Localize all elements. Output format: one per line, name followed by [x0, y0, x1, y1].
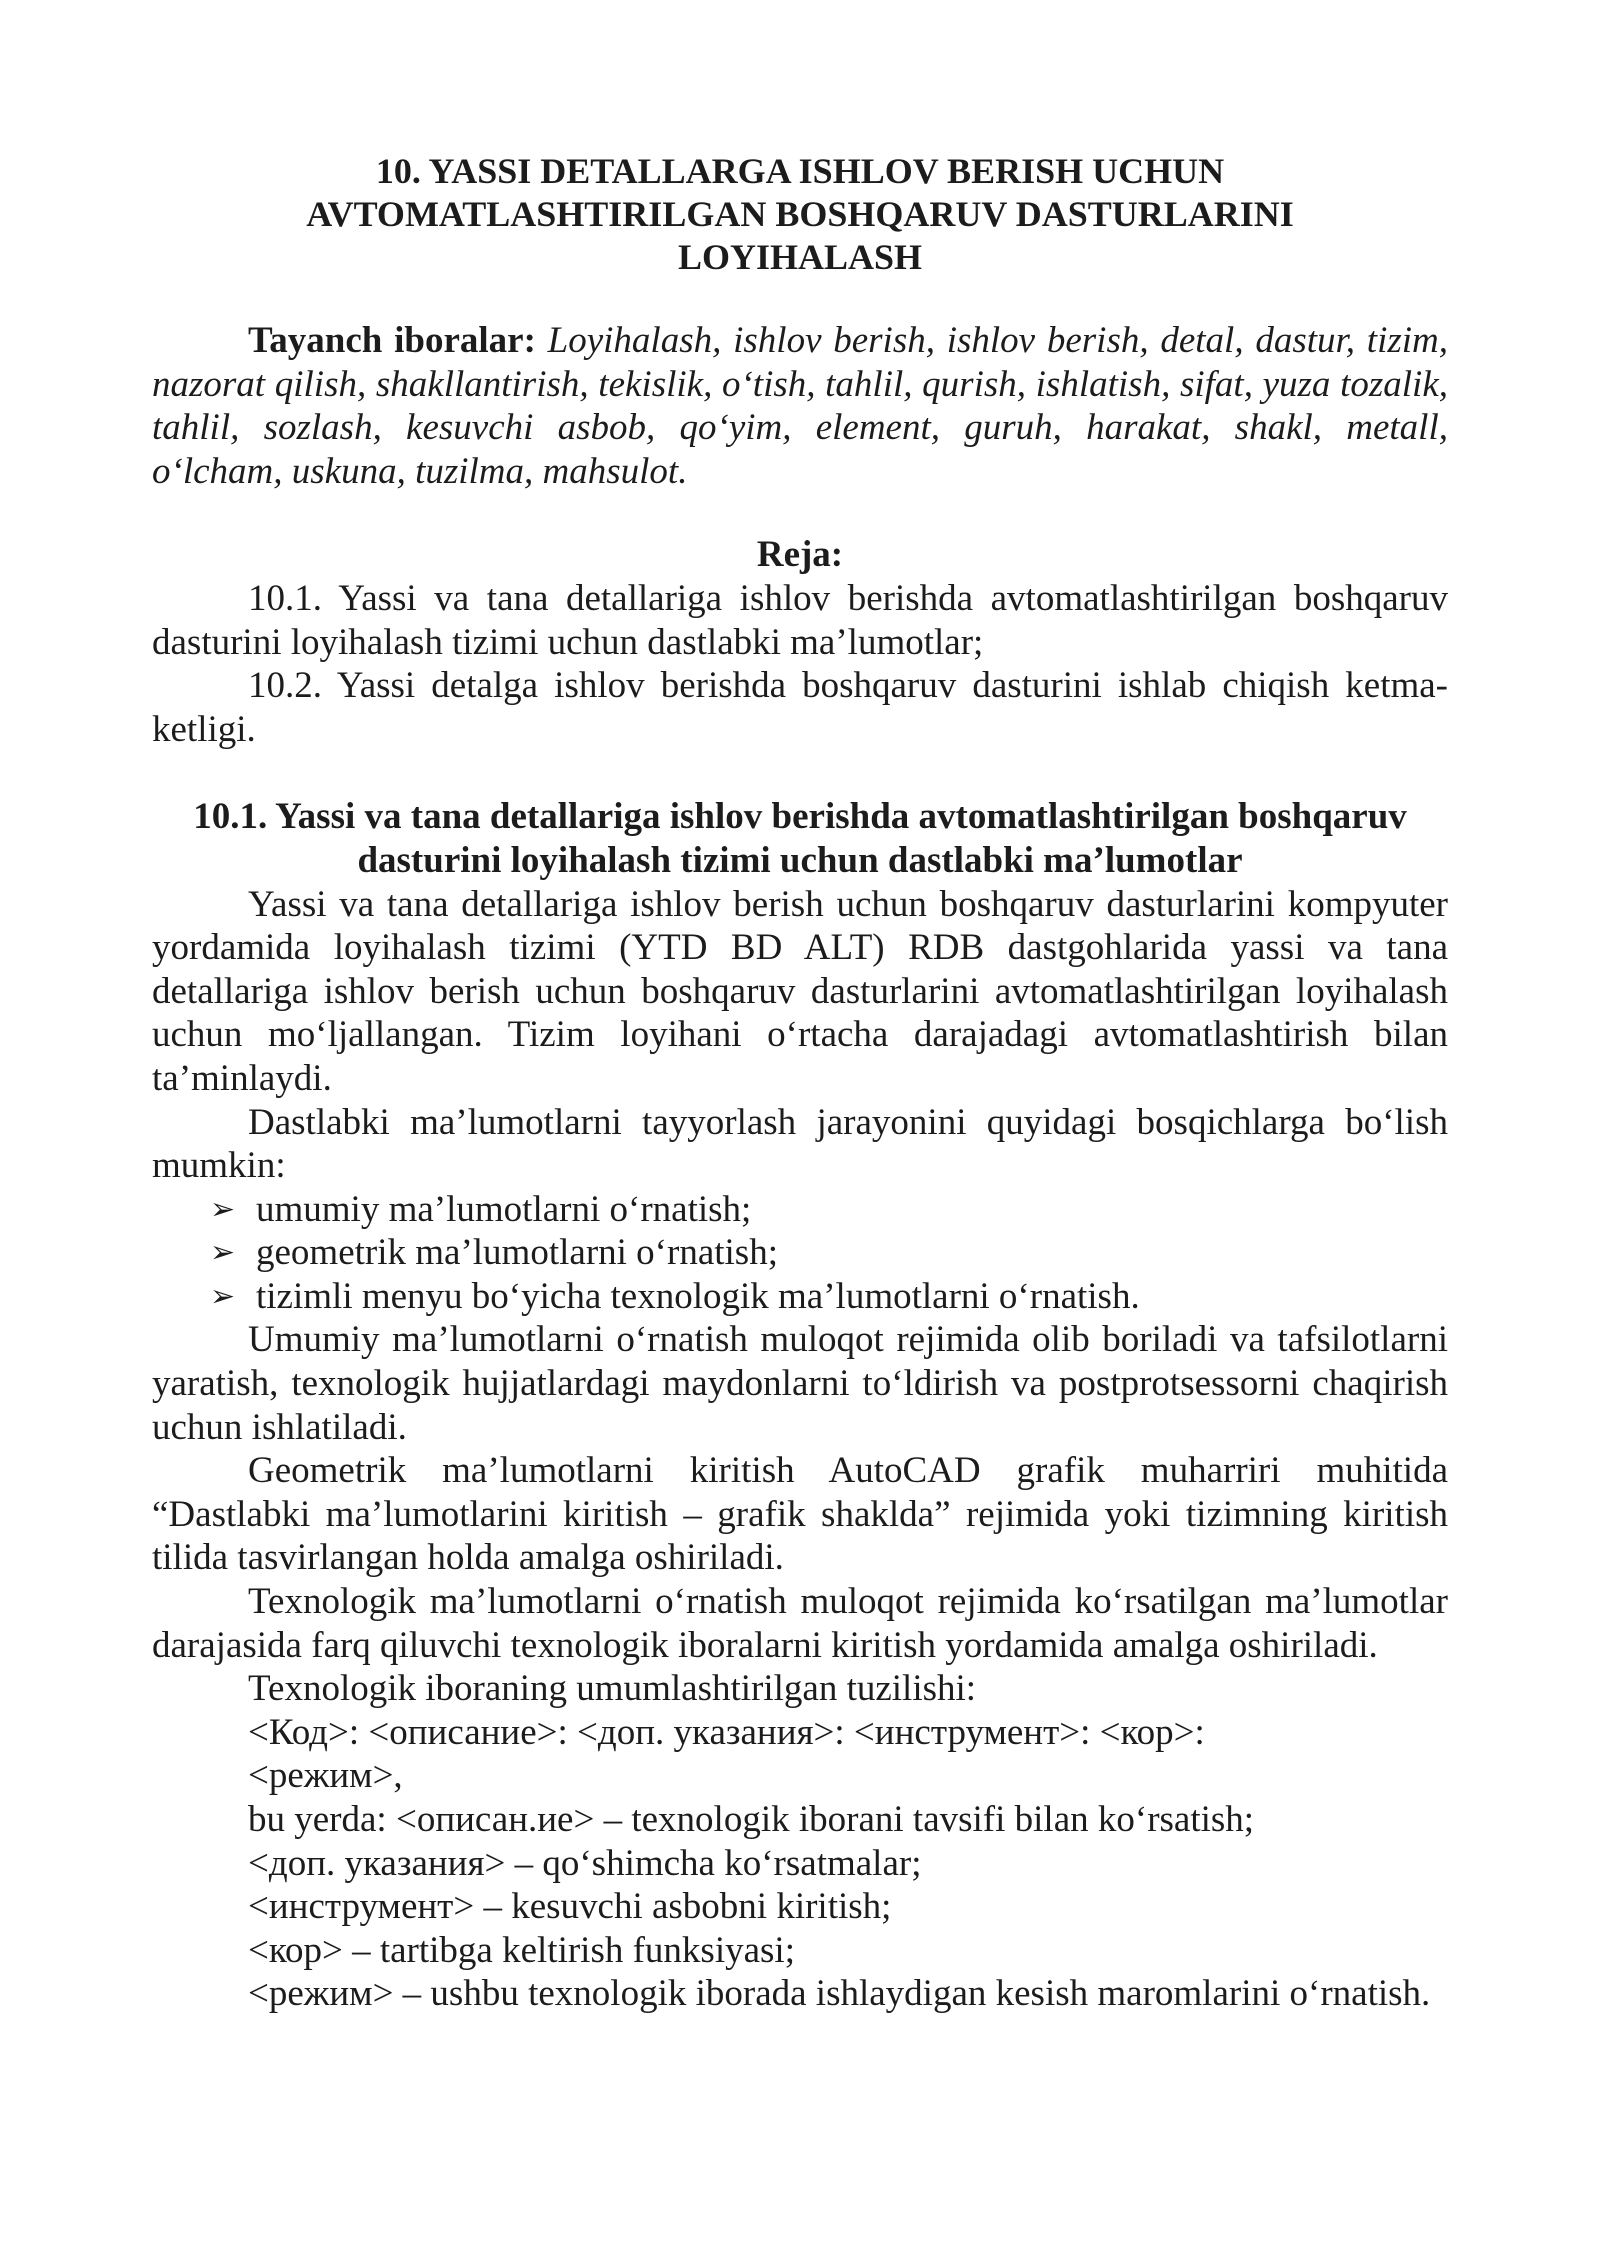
- chapter-title-line: AVTOMATLASHTIRILGAN BOSHQARUV DASTURLARINI: [306, 194, 1294, 234]
- bullet-list: [152, 1188, 1448, 1319]
- list-item-text: tizimli menyu boʻyicha texnologik maʼlumotlarni oʻrnatish.: [256, 1275, 1140, 1317]
- list-item-text: umumiy maʼlumotlarni oʻrnatish;: [256, 1188, 752, 1230]
- section-heading-line: dasturini loyihalash tizimi uchun dastlabki ma’lumotlar: [357, 839, 1243, 881]
- list-item-text: geometrik maʼlumotlarni oʻrnatish;: [256, 1232, 778, 1274]
- section-heading-line: 10.1. Yassi va tana detallariga ishlov berishda avtomatlashtirilgan boshqaruv: [193, 796, 1407, 838]
- body-paragraph: Dastlabki maʼlumotlarni tayyorlash jarayonini quyidagi bosqichlarga boʻlish mumkin:: [152, 1101, 1448, 1187]
- document-page: [152, 150, 1448, 2016]
- plan-item: 10.2. Yassi detalga ishlov berishda boshqaruv dasturini ishlab chiqish ketma-ketligi.: [152, 665, 1448, 750]
- body-paragraph: Texnologik iboraning umumlashtirilgan tuzilishi:: [248, 1668, 977, 1710]
- chapter-title: [152, 150, 1448, 279]
- plan-heading: Reja:: [756, 534, 844, 576]
- structure-line: <Код>: <описание>: <доп. указания>: <инструмент>: <кор>:: [248, 1711, 1205, 1753]
- arrow-bullet-icon: ➢: [210, 1278, 236, 1314]
- list-item: [210, 1275, 1448, 1319]
- definition-line: bu yerda: <описан.ие> – texnologik iborani tavsifi bilan koʻrsatish;: [248, 1799, 1255, 1840]
- body-paragraph: Yassi va tana detallariga ishlov berish uchun boshqaruv dasturlarini kompyuter yordamida loyihalash tizimi (YTD BD ALT) RDB dastgohlarida yassi va tana detallariga ishlov berish uchun boshqaruv dasturlarini avtomatlashtirilgan loyihalash uchun moʻljallangan. Tizim loyihani oʻrtacha darajadagi avtomatlashtirish bilan taʼminlaydi.: [152, 883, 1448, 1099]
- arrow-bullet-icon: ➢: [210, 1191, 236, 1227]
- body-paragraph: Geometrik maʼlumotlarni kiritish AutoCAD grafik muharriri muhitida “Dastlabki maʼlumotlarini kiritish – grafik shaklda” rejimida yoki tizimning kiritish tilida tasvirlangan holda amalga oshiriladi.: [152, 1450, 1448, 1579]
- definition-line: <доп. указания> – qoʻshimcha koʻrsatmalar;: [248, 1842, 922, 1884]
- body-paragraph: Texnologik maʼlumotlarni oʻrnatish muloqot rejimida koʻrsatilgan maʼlumotlar darajasida farq qiluvchi texnologik iboralarni kiritish yordamida amalga oshiriladi.: [152, 1581, 1448, 1666]
- chapter-title-line: 10. YASSI DETALLARGA ISHLOV BERISH UCHUN: [375, 151, 1225, 191]
- structure-line: <режим>,: [248, 1755, 403, 1797]
- definition-line: <режим> – ushbu texnologik iborada ishlaydigan kesish maromlarini oʻrnatish.: [248, 1973, 1431, 2015]
- plan-item: 10.1. Yassi va tana detallariga ishlov berishda avtomatlashtirilgan boshqaruv dasturini loyihalash tizimi uchun dastlabki ma’lumotlar;: [152, 577, 1448, 663]
- body-paragraph: Umumiy maʼlumotlarni oʻrnatish muloqot rejimida olib boriladi va tafsilotlarni yaratish, texnologik hujjatlardagi maydonlarni toʻldirish va postprotsessorni chaqirish uchun ishlatiladi.: [152, 1319, 1448, 1448]
- keywords-paragraph: [152, 319, 1448, 493]
- definition-line: <инструмент> – kesuvchi asbobni kiritish;: [248, 1886, 892, 1928]
- list-item: [210, 1188, 1448, 1232]
- section-heading: [152, 795, 1448, 882]
- list-item: [210, 1231, 1448, 1275]
- keywords-label: Tayanch iboralar:: [248, 320, 536, 361]
- definition-line: <кор> – tartibga keltirish funksiyasi;: [248, 1929, 795, 1971]
- arrow-bullet-icon: ➢: [210, 1235, 236, 1271]
- keywords-text: Loyihalash, ishlov berish, ishlov berish, detal, dastur, tizim, nazorat qilish, shakllantirish, tekislik, oʻtish, tahlil, qurish, ishlatish, sifat, yuza tozalik, tahlil, sozlash, kesuvchi asbob, qoʻyim, element, guruh, harakat, shakl, metall, oʻlcham, uskuna, tuzilma, mahsulot.: [152, 320, 1448, 492]
- chapter-title-line: LOYIHALASH: [677, 237, 923, 277]
